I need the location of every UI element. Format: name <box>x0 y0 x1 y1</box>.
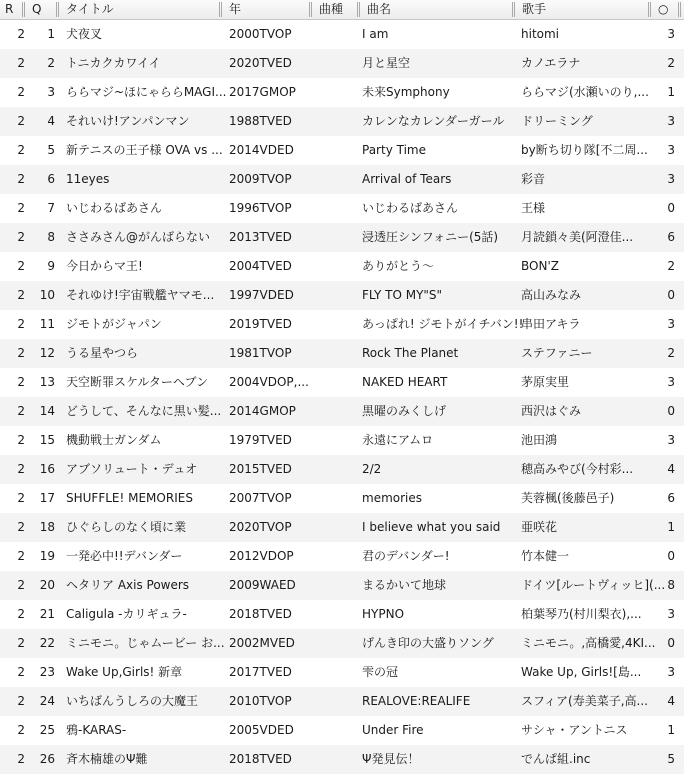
cell-title: それゆけ!宇宙戦艦ヤマモ... <box>66 288 215 302</box>
cell-circle: 4 <box>667 462 675 476</box>
cell-singer: by断ち切り隊[不二周... <box>521 143 648 157</box>
cell-singer: 穂高みやび(今村彩... <box>521 462 634 476</box>
cell-year: 2020TVED <box>229 56 292 70</box>
cell-circle: 3 <box>667 143 675 157</box>
table-row[interactable] <box>0 600 684 629</box>
column-resize-handle[interactable] <box>309 2 312 17</box>
cell-r: 2 <box>17 462 25 476</box>
cell-year: 2017TVED <box>229 665 292 679</box>
cell-q: 17 <box>39 491 55 505</box>
cell-song-name: カレンなカレンダーガール <box>362 114 505 128</box>
cell-song-name: まるかいて地球 <box>362 578 447 592</box>
cell-title: どうして、そんなに黒い髪... <box>66 404 222 418</box>
cell-q: 14 <box>39 404 55 418</box>
cell-song-name: 未来Symphony <box>362 85 450 99</box>
cell-song-name: Rock The Planet <box>362 346 459 360</box>
cell-year: 2007TVOP <box>229 491 292 505</box>
cell-song-name: memories <box>362 491 423 505</box>
cell-singer: ドイツ[ルートヴィッヒ](... <box>521 578 666 592</box>
cell-circle: 0 <box>667 404 675 418</box>
cell-singer: でんぱ組.inc <box>521 752 591 766</box>
cell-r: 2 <box>17 636 25 650</box>
cell-r: 2 <box>17 85 25 99</box>
cell-song-name: Ψ発見伝！ <box>362 752 420 766</box>
cell-q: 8 <box>47 230 55 244</box>
cell-r: 2 <box>17 694 25 708</box>
cell-singer: 池田鴻 <box>521 433 558 447</box>
cell-title: 新テニスの王子様 OVA vs ... <box>66 143 223 157</box>
cell-song-name: Arrival of Tears <box>362 172 452 186</box>
cell-song-name: REALOVE:REALIFE <box>362 694 471 708</box>
cell-year: 1979TVED <box>229 433 292 447</box>
table-row[interactable] <box>0 20 684 49</box>
table-row[interactable] <box>0 339 684 368</box>
cell-circle: 3 <box>667 172 675 186</box>
table-row[interactable] <box>0 745 684 774</box>
cell-circle: 3 <box>667 375 675 389</box>
cell-singer: 西沢はぐみ <box>521 404 582 418</box>
cell-circle: 3 <box>667 665 675 679</box>
cell-year: 2019TVED <box>229 317 292 331</box>
column-header-q[interactable]: Q <box>32 2 42 16</box>
cell-singer: ららマジ(水瀬いのり,... <box>521 85 649 99</box>
cell-r: 2 <box>17 27 25 41</box>
cell-song-name: I believe what you said <box>362 520 501 534</box>
cell-q: 7 <box>47 201 55 215</box>
column-resize-handle[interactable] <box>648 2 651 17</box>
cell-song-name: 2/2 <box>362 462 382 476</box>
cell-r: 2 <box>17 288 25 302</box>
cell-year: 2009TVOP <box>229 172 292 186</box>
cell-singer: サシャ・アントニス <box>521 723 628 737</box>
cell-q: 1 <box>47 27 55 41</box>
cell-title: ヘタリア Axis Powers <box>66 578 190 592</box>
cell-singer: ドリーミング <box>521 114 593 128</box>
cell-year: 2010TVOP <box>229 694 292 708</box>
cell-song-name: 雫の冠 <box>362 665 399 679</box>
cell-r: 2 <box>17 607 25 621</box>
column-resize-handle[interactable] <box>512 2 515 17</box>
cell-year: 2012VDOP <box>229 549 294 563</box>
cell-singer: hitomi <box>521 27 560 41</box>
cell-song-name: 永遠にアムロ <box>362 433 434 447</box>
cell-r: 2 <box>17 346 25 360</box>
table-row[interactable] <box>0 194 684 223</box>
cell-song-name: FLY TO MY"S" <box>362 288 443 302</box>
cell-r: 2 <box>17 259 25 273</box>
cell-year: 2018TVED <box>229 752 292 766</box>
cell-q: 13 <box>39 375 55 389</box>
cell-title: アブソリュート・デュオ <box>66 462 198 476</box>
cell-circle: 3 <box>667 607 675 621</box>
column-resize-handle[interactable] <box>22 2 25 17</box>
cell-year: 2000TVOP <box>229 27 292 41</box>
cell-year: 1997VDED <box>229 288 294 302</box>
cell-singer: 王様 <box>521 201 546 215</box>
table-row[interactable] <box>0 397 684 426</box>
cell-title: いじわるばあさん <box>66 201 163 215</box>
cell-singer: スフィア(寿美菜子,高... <box>521 694 648 708</box>
cell-song-name: Under Fire <box>362 723 424 737</box>
table-row[interactable] <box>0 310 684 339</box>
table-row[interactable] <box>0 223 684 252</box>
cell-year: 2005VDED <box>229 723 294 737</box>
cell-r: 2 <box>17 665 25 679</box>
cell-circle: 0 <box>667 549 675 563</box>
cell-circle: 5 <box>667 752 675 766</box>
cell-singer: 竹本健一 <box>521 549 570 563</box>
cell-q: 10 <box>39 288 55 302</box>
cell-r: 2 <box>17 491 25 505</box>
cell-title: ささみさん@がんばらない <box>66 230 211 244</box>
cell-r: 2 <box>17 578 25 592</box>
cell-singer: ステファニー <box>521 346 593 360</box>
cell-circle: 3 <box>667 114 675 128</box>
column-header-bar <box>0 0 684 20</box>
cell-r: 2 <box>17 201 25 215</box>
cell-song-name: 浸透圧シンフォニー(5話) <box>362 230 499 244</box>
cell-year: 2002MVED <box>229 636 295 650</box>
cell-q: 25 <box>39 723 55 737</box>
cell-title: Caligula -カリギュラ- <box>66 607 187 621</box>
cell-title: 11eyes <box>66 172 110 186</box>
cell-song-name: あっぱれ! ジモトがイチバン!! <box>362 317 524 331</box>
table-row[interactable] <box>0 165 684 194</box>
cell-circle: 2 <box>667 259 675 273</box>
column-resize-handle[interactable] <box>357 2 360 17</box>
cell-r: 2 <box>17 172 25 186</box>
cell-circle: 1 <box>667 520 675 534</box>
cell-circle: 3 <box>667 27 675 41</box>
cell-q: 19 <box>39 549 55 563</box>
table-row[interactable] <box>0 136 684 165</box>
cell-singer: 高山みなみ <box>521 288 582 302</box>
cell-title: それいけ!アンパンマン <box>66 114 190 128</box>
cell-r: 2 <box>17 114 25 128</box>
cell-q: 26 <box>39 752 55 766</box>
cell-circle: 4 <box>667 694 675 708</box>
table-row[interactable] <box>0 281 684 310</box>
cell-year: 2009WAED <box>229 578 296 592</box>
cell-year: 2020TVOP <box>229 520 292 534</box>
cell-r: 2 <box>17 230 25 244</box>
cell-q: 4 <box>47 114 55 128</box>
cell-title: 機動戦士ガンダム <box>66 433 162 447</box>
cell-title: うる星やつら <box>66 346 139 360</box>
table-row[interactable] <box>0 513 684 542</box>
column-header-singer[interactable]: 歌手 <box>522 2 547 16</box>
cell-title: 一発必中!!デバンダー <box>66 549 183 563</box>
column-header-title[interactable]: タイトル <box>66 2 114 16</box>
cell-title: 鴉-KARAS- <box>66 723 127 737</box>
cell-q: 18 <box>39 520 55 534</box>
table-row[interactable] <box>0 107 684 136</box>
cell-title: いちばんうしろの大魔王 <box>66 694 199 708</box>
cell-r: 2 <box>17 723 25 737</box>
table-row[interactable] <box>0 78 684 107</box>
cell-title: ひぐらしのなく頃に業 <box>66 520 187 534</box>
cell-song-name: ありがとう～ <box>362 259 435 273</box>
cell-circle: 3 <box>667 433 675 447</box>
cell-r: 2 <box>17 317 25 331</box>
cell-q: 21 <box>39 607 55 621</box>
cell-r: 2 <box>17 549 25 563</box>
cell-circle: 2 <box>667 346 675 360</box>
cell-circle: 0 <box>667 288 675 302</box>
table-row[interactable] <box>0 629 684 658</box>
cell-singer: ミニモニ。,高橋愛,4KI... <box>521 636 656 650</box>
cell-circle: 0 <box>667 636 675 650</box>
cell-song-name: げんき印の大盛りソング <box>362 636 494 650</box>
cell-title: SHUFFLE! MEMORIES <box>66 491 193 505</box>
table-row[interactable] <box>0 542 684 571</box>
cell-singer: Wake Up, Girls![島... <box>521 665 642 679</box>
table-row[interactable] <box>0 455 684 484</box>
cell-q: 3 <box>47 85 55 99</box>
cell-r: 2 <box>17 56 25 70</box>
cell-title: ジモトがジャパン <box>66 317 162 331</box>
cell-singer: 茅原実里 <box>521 375 570 389</box>
table-row[interactable] <box>0 571 684 600</box>
cell-title: 斉木楠雄のΨ難 <box>66 752 148 766</box>
cell-q: 20 <box>39 578 55 592</box>
column-header-song-type[interactable]: 曲種 <box>319 2 344 16</box>
cell-circle: 1 <box>667 85 675 99</box>
column-resize-handle[interactable] <box>219 2 222 17</box>
cell-year: 2018TVED <box>229 607 292 621</box>
cell-song-name: 月と星空 <box>362 56 411 70</box>
cell-q: 6 <box>47 172 55 186</box>
column-resize-handle[interactable] <box>678 2 681 17</box>
table-body <box>0 20 684 774</box>
cell-singer: BON'Z <box>521 259 559 273</box>
column-resize-handle[interactable] <box>56 2 59 17</box>
table-row[interactable] <box>0 368 684 397</box>
cell-q: 5 <box>47 143 55 157</box>
cell-r: 2 <box>17 404 25 418</box>
cell-year: 1988TVED <box>229 114 292 128</box>
table-row[interactable] <box>0 252 684 281</box>
table-row[interactable] <box>0 687 684 716</box>
cell-singer: 柏葉琴乃(村川梨衣),... <box>521 607 642 621</box>
cell-year: 2014GMOP <box>229 404 296 418</box>
cell-circle: 1 <box>667 723 675 737</box>
cell-circle: 6 <box>667 491 675 505</box>
cell-q: 12 <box>39 346 55 360</box>
cell-year: 2014VDED <box>229 143 294 157</box>
table-row[interactable] <box>0 658 684 687</box>
cell-singer: 亜咲花 <box>521 520 558 534</box>
cell-singer: 月読鎖々美(阿澄佳... <box>521 230 634 244</box>
cell-q: 24 <box>39 694 55 708</box>
cell-song-name: Party Time <box>362 143 426 157</box>
cell-q: 11 <box>39 317 55 331</box>
cell-q: 23 <box>39 665 55 679</box>
table-row[interactable] <box>0 426 684 455</box>
cell-singer: 彩音 <box>521 172 546 186</box>
cell-title: ミニモニ。じゃムービー お... <box>66 636 225 650</box>
cell-song-name: いじわるばあさん <box>362 201 459 215</box>
cell-circle: 0 <box>667 201 675 215</box>
column-header-year[interactable]: 年 <box>229 2 242 16</box>
table-row[interactable] <box>0 716 684 745</box>
cell-song-name: I am <box>362 27 389 41</box>
cell-year: 1996TVOP <box>229 201 292 215</box>
cell-title: 犬夜叉 <box>66 27 103 41</box>
cell-r: 2 <box>17 752 25 766</box>
cell-circle: 6 <box>667 230 675 244</box>
cell-year: 2015TVED <box>229 462 292 476</box>
cell-circle: 8 <box>667 578 675 592</box>
cell-title: 今日からマ王! <box>66 259 143 273</box>
cell-singer: 串田アキラ <box>521 317 581 331</box>
cell-title: Wake Up,Girls! 新章 <box>66 665 183 679</box>
cell-circle: 3 <box>667 317 675 331</box>
cell-year: 1981TVOP <box>229 346 292 360</box>
cell-year: 2017GMOP <box>229 85 296 99</box>
cell-q: 15 <box>39 433 55 447</box>
table-row[interactable] <box>0 484 684 513</box>
cell-r: 2 <box>17 143 25 157</box>
cell-year: 2004TVED <box>229 259 292 273</box>
cell-r: 2 <box>17 520 25 534</box>
cell-song-name: 君のデバンダー! <box>362 549 450 563</box>
cell-year: 2004VDOP,... <box>229 375 309 389</box>
cell-song-name: HYPNO <box>362 607 405 621</box>
cell-circle: 2 <box>667 56 675 70</box>
column-header-song-name[interactable]: 曲名 <box>367 2 392 16</box>
cell-song-name: 黒曜のみくしげ <box>362 404 447 418</box>
cell-r: 2 <box>17 375 25 389</box>
cell-q: 9 <box>47 259 55 273</box>
cell-q: 22 <box>39 636 55 650</box>
column-header-circle[interactable]: ○ <box>658 2 669 16</box>
column-header-r[interactable]: R <box>5 2 14 16</box>
cell-title: トニカクカワイイ <box>66 56 161 70</box>
cell-r: 2 <box>17 433 25 447</box>
cell-singer: 芙蓉楓(後藤邑子) <box>521 491 615 505</box>
cell-song-name: NAKED HEART <box>362 375 448 389</box>
cell-q: 16 <box>39 462 55 476</box>
cell-year: 2013TVED <box>229 230 292 244</box>
cell-title: ららマジ~ほにゃららMAGI... <box>66 85 227 99</box>
table-row[interactable] <box>0 49 684 78</box>
cell-singer: カノエラナ <box>521 56 581 70</box>
cell-title: 天空断罪スケルターヘブン <box>66 375 209 389</box>
cell-q: 2 <box>47 56 55 70</box>
